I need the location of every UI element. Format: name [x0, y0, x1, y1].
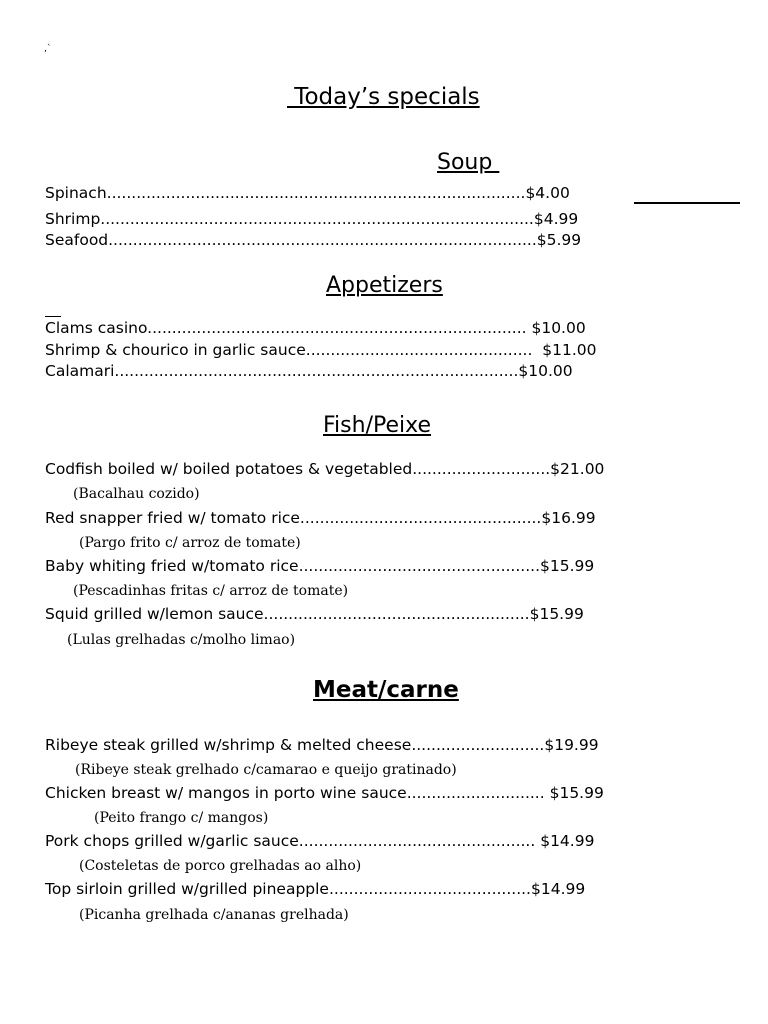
menu-item-chicken-breast: Chicken breast w/ mangos in porto wine sauce............................ $15.99	[45, 784, 604, 802]
menu-item-baby-whiting-translation: (Pescadinhas fritas c/ arroz de tomate)	[73, 583, 349, 599]
menu-item-ribeye-translation: (Ribeye steak grelhado c/camarao e queijo gratinado)	[75, 762, 457, 778]
menu-item-codfish: Codfish boiled w/ boiled potatoes & vegetabled............................$21.00	[45, 460, 605, 478]
menu-item-red-snapper: Red snapper fried w/ tomato rice.................................................$16.99	[45, 509, 596, 527]
menu-item-baby-whiting: Baby whiting fried w/tomato rice.................................................$15.99	[45, 557, 595, 575]
menu-item-red-snapper-translation: (Pargo frito c/ arroz de tomate)	[79, 535, 301, 551]
menu-item-calamari: Calamari..................................................................................$10.00	[45, 362, 573, 380]
menu-item-seafood: Seafood.......................................................................................$5.99	[45, 231, 582, 249]
menu-item-top-sirloin-translation: (Picanha grelhada c/ananas grelhada)	[79, 907, 349, 923]
menu-item-chicken-breast-translation: (Peito frango c/ mangos)	[94, 810, 269, 826]
section-heading-soup: Soup	[437, 150, 500, 175]
menu-item-pork-chops: Pork chops grilled w/garlic sauce................................................ $14.99	[45, 832, 595, 850]
page-title: Today’s specials	[287, 84, 480, 110]
menu-item-pork-chops-translation: (Costeletas de porco grelhadas ao alho)	[79, 858, 362, 874]
menu-item-codfish-translation: (Bacalhau cozido)	[73, 486, 200, 502]
menu-item-shrimp-chourico: Shrimp & chourico in garlic sauce.............................................. $11.00	[45, 341, 597, 359]
corner-mark: ‚`	[44, 44, 52, 54]
menu-item-squid: Squid grilled w/lemon sauce......................................................$15.99	[45, 605, 584, 623]
menu-item-top-sirloin: Top sirloin grilled w/grilled pineapple.........................................$14.99	[45, 880, 586, 898]
underline-rule	[634, 202, 740, 204]
menu-item-spinach: Spinach.....................................................................................$4.00	[45, 184, 570, 202]
menu-item-clams-casino: Clams casino............................................................................. $10.00	[45, 319, 586, 337]
menu-item-ribeye: Ribeye steak grilled w/shrimp & melted cheese...........................$19.99	[45, 736, 599, 754]
section-heading-appetizers: Appetizers	[326, 273, 443, 298]
menu-item-squid-translation: (Lulas grelhadas c/molho limao)	[67, 632, 296, 648]
section-heading-meat: Meat/carne	[313, 677, 459, 703]
section-heading-fish: Fish/Peixe	[323, 413, 431, 438]
menu-item-shrimp-soup: Shrimp........................................................................................$4.99	[45, 210, 579, 228]
short-rule	[45, 316, 61, 317]
